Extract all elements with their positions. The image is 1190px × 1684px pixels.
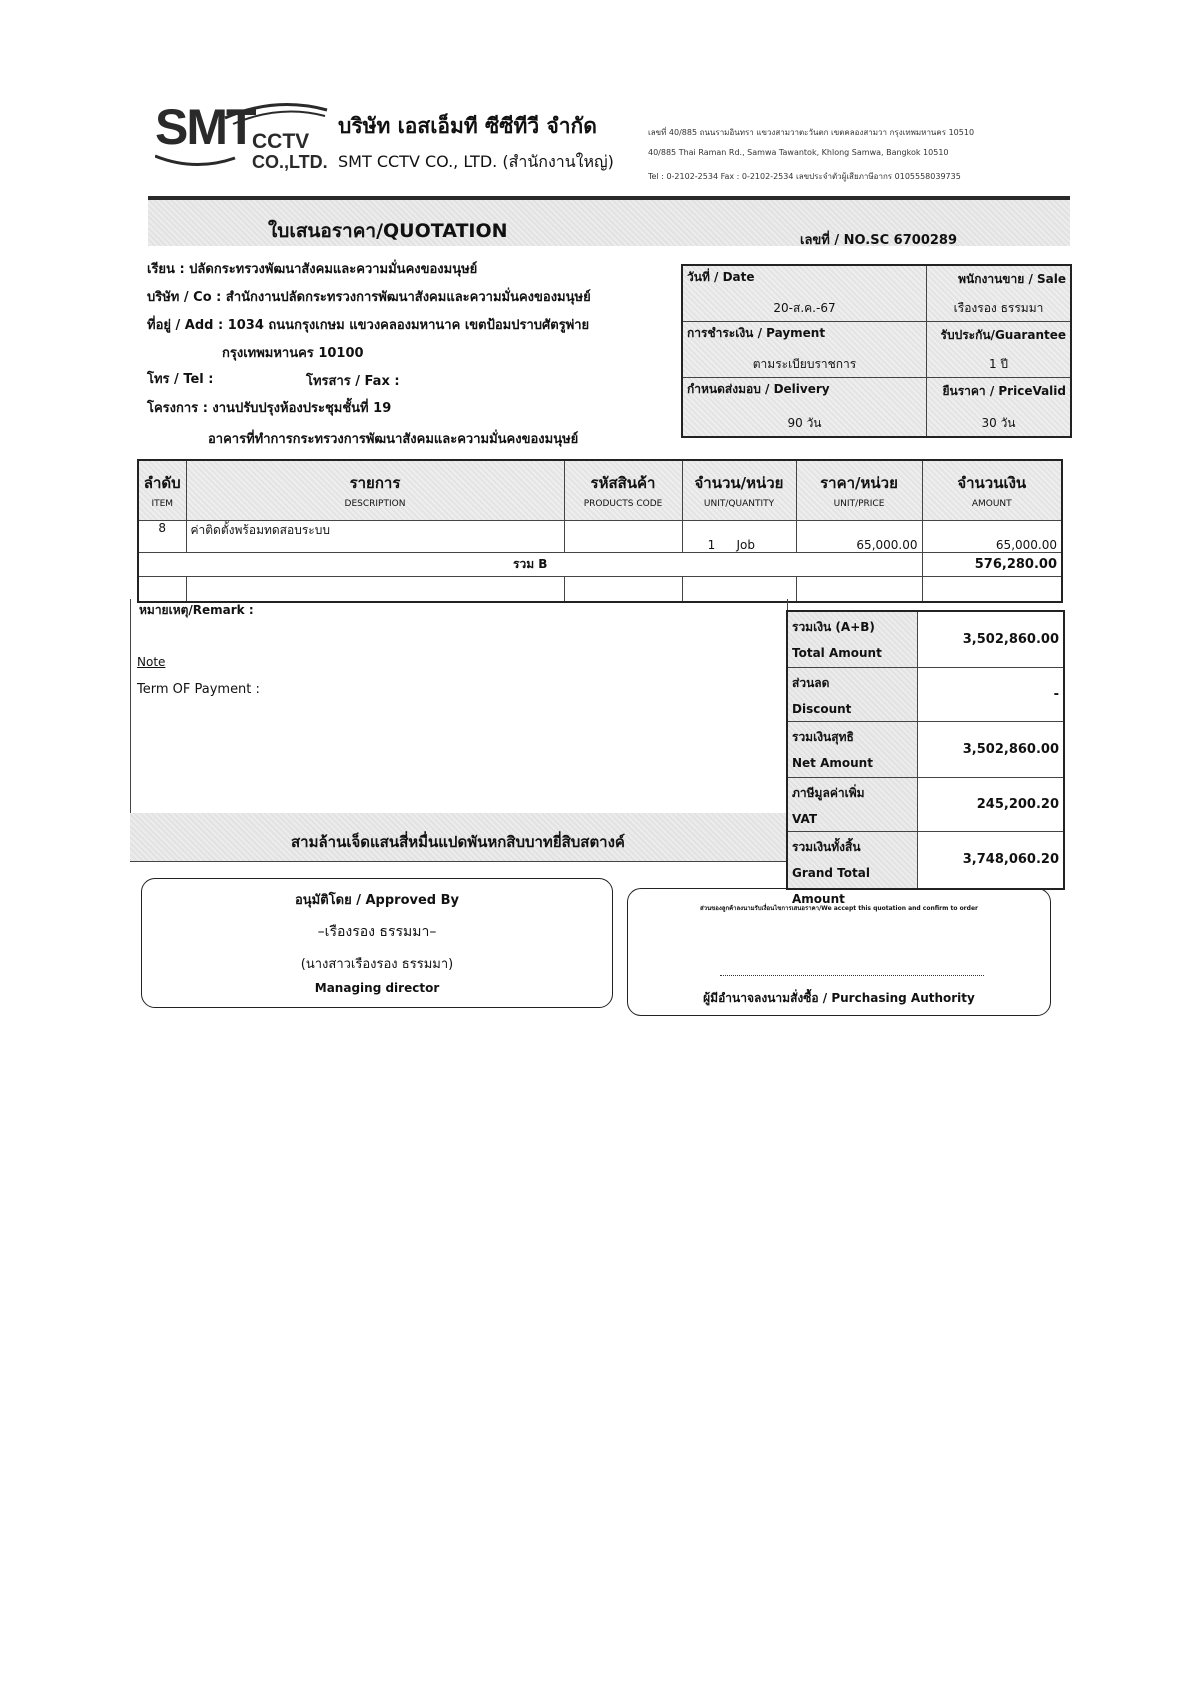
approver-position: Managing director: [314, 981, 440, 995]
vat-value: 245,200.20: [918, 778, 1063, 832]
col-unit-price: ราคา/หน่วย UNIT/PRICE: [796, 460, 922, 520]
subtotal-row: [138, 552, 1062, 576]
customer-address-2: กรุงเทพมหานคร 10100: [222, 346, 364, 361]
sale-value: เรืองรอง ธรรมมา: [953, 301, 1044, 315]
sale-cell: [927, 266, 1070, 322]
sale-label: พนักงานขาย / Sale: [958, 272, 1066, 286]
totals-box: [786, 610, 1065, 906]
row-qty-number: 1: [707, 537, 716, 552]
project-line-2: อาคารที่ทำการกระทรวงการพัฒนาสังคมและความมั่นคงของมนุษย์: [208, 432, 579, 447]
guarantee-label: รับประกัน/Guarantee: [940, 328, 1066, 342]
company-name-th: บริษัท เอสเอ็มที ซีซีทีวี จำกัด: [338, 114, 597, 138]
date-value: 20-ส.ค.-67: [773, 301, 836, 315]
price-valid-label: ยืนราคา / PriceValid: [942, 384, 1066, 398]
document-number: เลขที่ / NO.SC 6700289: [800, 233, 957, 248]
customer-fax: โทรสาร / Fax :: [306, 374, 400, 389]
payment-label: การชำระเงิน / Payment: [687, 326, 826, 340]
grand-total-label: รวมเงินทั้งสิ้น Grand Total Amount: [788, 832, 918, 888]
customer-to: เรียน : ปลัดกระทรวงพัฒนาสังคมและความมั่นคงของมนุษย์: [147, 262, 478, 277]
document-title: ใบเสนอราคา/QUOTATION: [268, 220, 508, 242]
col-item: ลำดับ ITEM: [138, 460, 186, 520]
guarantee-value: 1 ปี: [988, 357, 1009, 371]
subtotal-value: 576,280.00: [922, 552, 1062, 576]
company-address-en: 40/885 Thai Raman Rd., Samwa Tawantok, Khlong Samwa, Bangkok 10510: [648, 148, 949, 157]
price-valid-value: 30 วัน: [981, 416, 1016, 430]
col-quantity: จำนวน/หน่วย UNIT/QUANTITY: [682, 460, 796, 520]
payment-value: ตามระเบียบราชการ: [752, 357, 857, 371]
quotation-meta-grid: [681, 264, 1072, 438]
total-amount-value: 3,502,860.00: [918, 612, 1063, 668]
purchasing-authority-label: ผู้มีอำนาจลงนามสั่งซื้อ / Purchasing Authority: [703, 991, 975, 1005]
remark-label: หมายเหตุ/Remark :: [139, 603, 254, 617]
delivery-label: กำหนดส่งมอบ / Delivery: [687, 382, 830, 396]
date-label: วันที่ / Date: [687, 270, 755, 284]
net-amount-value: 3,502,860.00: [918, 722, 1063, 778]
grand-total-value: 3,748,060.20: [962, 852, 1059, 867]
discount-label: ส่วนลด Discount: [788, 668, 918, 722]
guarantee-cell: [927, 322, 1070, 378]
customer-address-1: ที่อยู่ / Add : 1034 ถนนกรุงเกษม แขวงคลองมหานาค เขตป้อมปราบศัตรูพ่าย: [147, 318, 590, 333]
signature-line: [720, 975, 984, 976]
row-description: ค่าติดตั้งพร้อมทดสอบระบบ: [186, 520, 564, 552]
payment-cell: [683, 322, 927, 378]
approver-name: (นางสาวเรืองรอง ธรรมมา): [300, 957, 454, 972]
row-item: 8: [138, 520, 186, 552]
company-address-th: เลขที่ 40/885 ถนนรามอินทรา แขวงสามวาตะวันตก เขตคลองสามวา กรุงเทพมหานคร 10510: [648, 128, 975, 137]
approved-by-label: อนุมัติโดย / Approved By: [294, 893, 460, 908]
row-code: [564, 520, 682, 552]
approval-box: [141, 878, 613, 1008]
customer-company: บริษัท / Co : สำนักงานปลัดกระทรวงการพัฒนาสังคมและความมั่นคงของมนุษย์: [147, 290, 591, 305]
total-amount-label: รวมเงิน (A+B) Total Amount: [788, 612, 918, 668]
acceptance-box: [627, 888, 1051, 1016]
approver-signature: –เรืองรอง ธรรมมา–: [317, 924, 437, 940]
amount-in-words: สามล้านเจ็ดแสนสี่หมื่นแปดพันหกสิบบาทยี่สิบสตางค์: [291, 833, 625, 851]
logo-cctv: CCTV: [252, 130, 310, 153]
customer-tel: โทร / Tel :: [147, 372, 214, 387]
logo-smt: SMT: [155, 99, 255, 155]
date-cell: [683, 266, 927, 322]
row-amount: 65,000.00: [922, 520, 1062, 552]
col-product-code: รหัสสินค้า PRODUCTS CODE: [564, 460, 682, 520]
company-name-en: SMT CCTV CO., LTD. (สำนักงานใหญ่): [338, 152, 614, 171]
table-row: [138, 520, 1062, 552]
subtotal-label: รวม B: [138, 552, 922, 576]
table-header-row: [138, 460, 1062, 520]
project-line-1: โครงการ : งานปรับปรุงห้องประชุมชั้นที่ 19: [147, 401, 392, 416]
price-valid-cell: [927, 378, 1070, 436]
acceptance-statement: ส่วนของลูกค้าลงนามรับเงื่อนไขการเสนอราคา/We accept this quotation and confirm to order: [700, 905, 978, 912]
row-qty-unit: Job: [736, 537, 755, 552]
note-label: Note: [137, 655, 166, 669]
col-amount: จำนวนเงิน AMOUNT: [922, 460, 1062, 520]
net-amount-label: รวมเงินสุทธิ Net Amount: [788, 722, 918, 778]
term-of-payment-label: Term OF Payment :: [137, 682, 260, 697]
row-quantity: [682, 520, 796, 552]
vat-label: ภาษีมูลค่าเพิ่ม VAT: [788, 778, 918, 832]
delivery-cell: [683, 378, 927, 436]
delivery-value: 90 วัน: [787, 416, 822, 430]
items-table: [137, 459, 1063, 603]
logo-co-ltd: CO.,LTD.: [252, 152, 328, 172]
col-description: รายการ DESCRIPTION: [186, 460, 564, 520]
row-unit-price: 65,000.00: [796, 520, 922, 552]
company-contact: Tel : 0-2102-2534 Fax : 0-2102-2534 เลขประจำตัวผู้เสียภาษีอากร 0105558039735: [648, 172, 961, 181]
discount-value: -: [918, 668, 1063, 722]
